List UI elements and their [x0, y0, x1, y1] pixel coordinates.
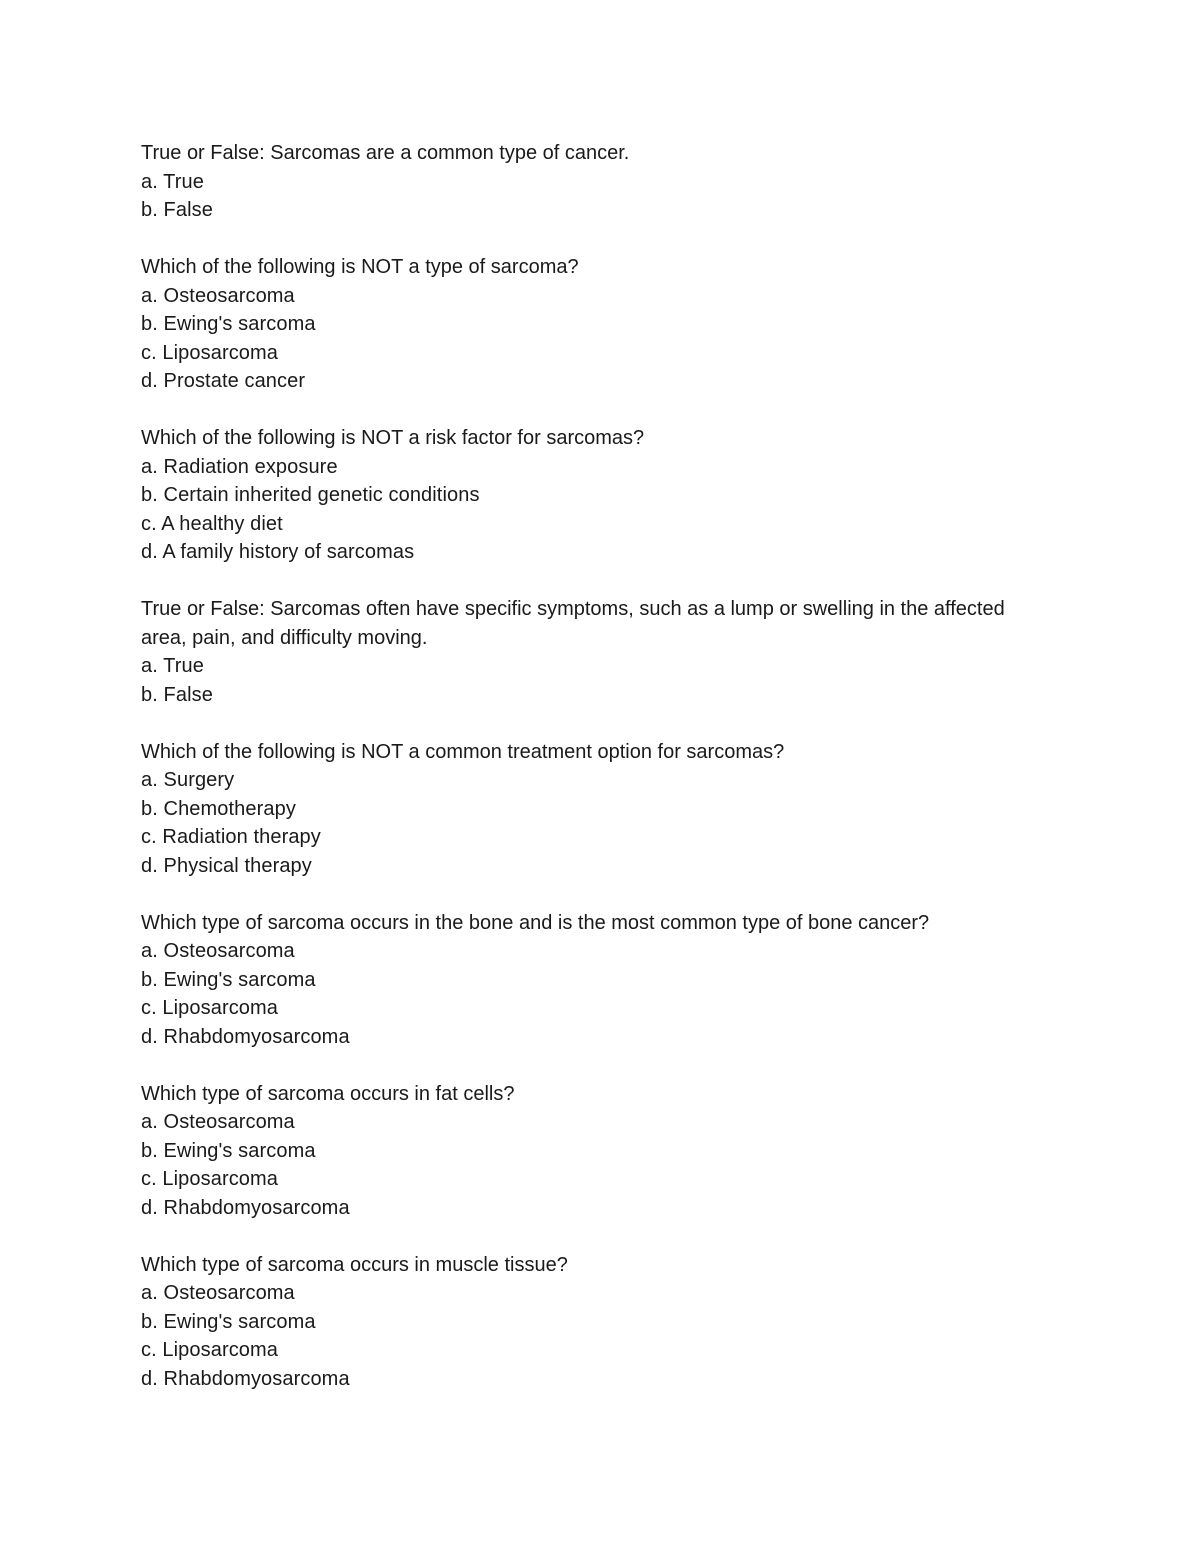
answer-option: d. Rhabdomyosarcoma	[141, 1367, 350, 1390]
answer-option: b. Chemotherapy	[141, 797, 296, 820]
answer-option: c. Liposarcoma	[141, 1168, 279, 1190]
answer-option: d. Prostate cancer	[141, 370, 306, 392]
question-text: Which type of sarcoma occurs in muscle tissue?	[141, 1253, 568, 1276]
answer-option: d. A family history of sarcomas	[141, 541, 415, 563]
answer-option: a. Osteosarcoma	[141, 940, 295, 962]
answer-option: c. Liposarcoma	[141, 341, 279, 364]
answer-option: c. Liposarcoma	[141, 997, 279, 1019]
question-block	[141, 595, 1021, 709]
quiz-body	[141, 139, 1021, 1422]
answer-option: a. Osteosarcoma	[141, 284, 295, 307]
question-text: Which of the following is NOT a risk factor for sarcomas?	[141, 427, 645, 449]
answer-option: b. Certain inherited genetic conditions	[141, 484, 480, 506]
question-block	[141, 1080, 1021, 1223]
answer-option: a. Osteosarcoma	[141, 1282, 295, 1304]
answer-option: a. Surgery	[141, 769, 235, 791]
question-block	[141, 1251, 1021, 1394]
question-text: Which of the following is NOT a common treatment option for sarcomas?	[141, 740, 785, 763]
answer-option: b. Ewing's sarcoma	[141, 1310, 316, 1333]
answer-option: b. False	[141, 199, 213, 221]
answer-option: c. Radiation therapy	[141, 826, 321, 848]
question-text: True or False: Sarcomas often have specific symptoms, such as a lump or swelling in the affected area, pain, and difficulty moving.	[141, 598, 1005, 649]
answer-option: d. Physical therapy	[141, 854, 312, 877]
answer-option: a. Radiation exposure	[141, 455, 338, 478]
answer-option: d. Rhabdomyosarcoma	[141, 1196, 350, 1219]
question-block	[141, 139, 1021, 225]
answer-option: b. Ewing's sarcoma	[141, 968, 316, 991]
answer-option: a. True	[141, 655, 204, 677]
answer-option: b. Ewing's sarcoma	[141, 1139, 316, 1162]
answer-option: b. Ewing's sarcoma	[141, 313, 316, 335]
answer-option: c. A healthy diet	[141, 512, 283, 535]
answer-option: b. False	[141, 683, 213, 706]
question-block	[141, 253, 1021, 396]
question-text: Which type of sarcoma occurs in the bone and is the most common type of bone cancer?	[141, 911, 930, 934]
question-text: Which type of sarcoma occurs in fat cells?	[141, 1082, 515, 1105]
answer-option: d. Rhabdomyosarcoma	[141, 1025, 350, 1048]
answer-option: a. True	[141, 170, 204, 193]
question-block	[141, 424, 1021, 567]
question-text: True or False: Sarcomas are a common type of cancer.	[141, 142, 630, 164]
question-text: Which of the following is NOT a type of sarcoma?	[141, 256, 579, 278]
answer-option: a. Osteosarcoma	[141, 1111, 295, 1133]
question-block	[141, 738, 1021, 881]
answer-option: c. Liposarcoma	[141, 1339, 279, 1361]
question-block	[141, 909, 1021, 1052]
